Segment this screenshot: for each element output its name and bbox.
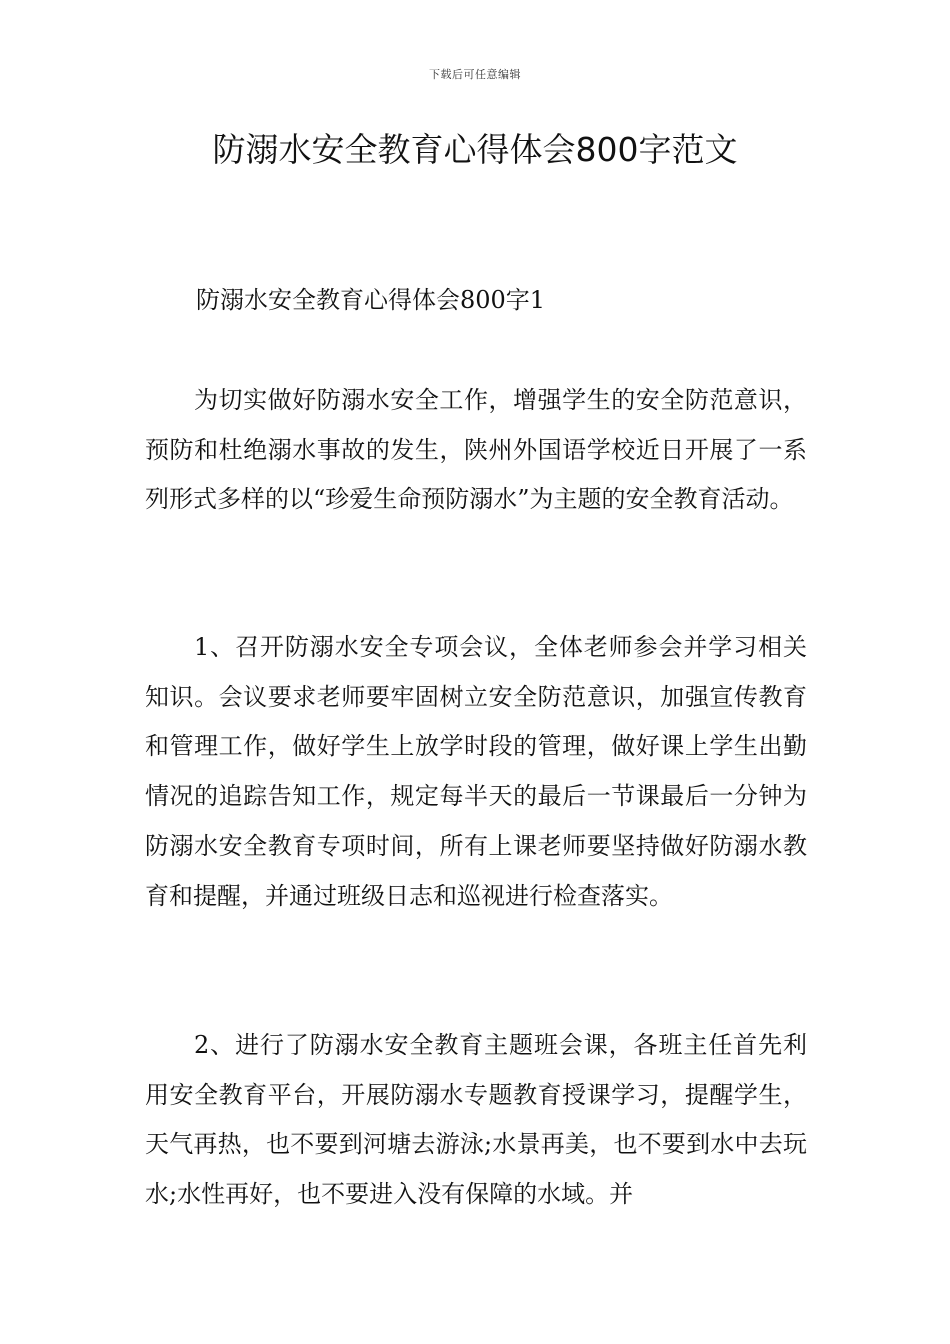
- body-paragraph: 2、进行了防溺水安全教育主题班会课，各班主任首先利用安全教育平台，开展防溺水专题教育授课学习，提醒学生，天气再热，也不要到河塘去游泳;水景再美，也不要到水中去玩水;水性再好，也不要进入没有保障的水域。并: [145, 1031, 807, 1209]
- document-title: 防溺水安全教育心得体会800字范文: [212, 130, 738, 169]
- body-paragraph: 1、召开防溺水安全专项会议，全体老师参会并学习相关知识。会议要求老师要牢固树立安全防范意识，加强宣传教育和管理工作，做好学生上放学时段的管理，做好课上学生出勤情况的追踪告知工作，规定每半天的最后一节课最后一分钟为防溺水安全教育专项时间，所有上课老师要坚持做好防溺水教育和提醒，并通过班级日志和巡视进行检查落实。: [145, 633, 807, 910]
- body-paragraph: 为切实做好防溺水安全工作，增强学生的安全防范意识，预防和杜绝溺水事故的发生，陕州外国语学校近日开展了一系列形式多样的以“珍爱生命预防溺水”为主题的安全教育活动。: [145, 386, 807, 514]
- section-subtitle: 防溺水安全教育心得体会800字1: [196, 286, 546, 314]
- header-note: 下载后可任意编辑: [429, 68, 521, 81]
